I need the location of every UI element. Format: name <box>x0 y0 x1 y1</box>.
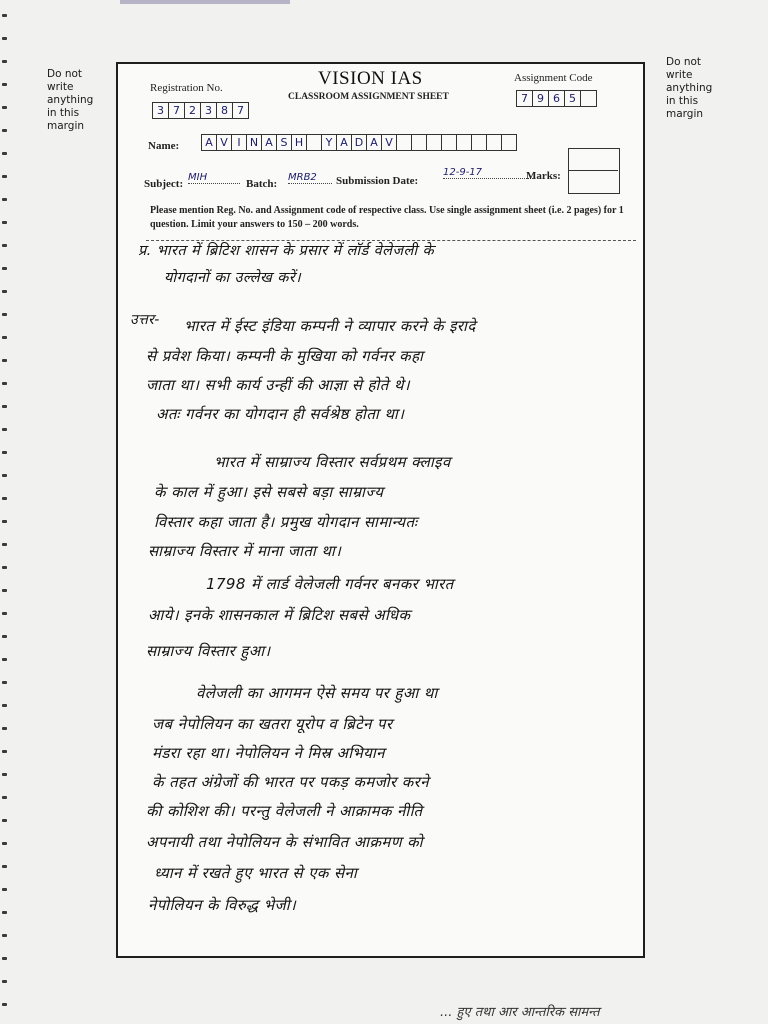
char-box: 7 <box>168 102 185 119</box>
char-box: S <box>276 134 292 151</box>
next-page-fragment: ... हुए तथा आर आन्तरिक सामन्त <box>440 1005 600 1020</box>
marks-box <box>568 148 620 194</box>
char-box: A <box>336 134 352 151</box>
batch-value: MRB2 <box>288 172 332 184</box>
answer-line: विस्तार कहा जाता है। प्रमुख योगदान सामान्यतः <box>154 513 418 531</box>
registration-boxes <box>152 102 248 119</box>
answer-line: साम्राज्य विस्तार हुआ। <box>146 642 271 660</box>
char-box: V <box>381 134 397 151</box>
answer-line: जब नेपोलियन का खतरा यूरोप व ब्रिटेन पर <box>152 715 393 733</box>
assignment-code-label: Assignment Code <box>514 72 593 84</box>
submission-date-label: Submission Date: <box>336 175 419 187</box>
char-box <box>426 134 442 151</box>
name-boxes <box>201 134 516 151</box>
char-box: 6 <box>548 90 565 107</box>
marks-label: Marks: <box>526 170 561 182</box>
margin-warning-left: Do not write anything in this margin <box>47 68 94 132</box>
top-edge-strip <box>120 0 290 4</box>
char-box: 8 <box>216 102 233 119</box>
char-box: H <box>291 134 307 151</box>
question-line: प्र. भारत में ब्रिटिश शासन के प्रसार में लॉर्ड वेलेजली के <box>138 243 435 259</box>
char-box: Y <box>321 134 337 151</box>
char-box <box>441 134 457 151</box>
answer-line: के काल में हुआ। इसे सबसे बड़ा साम्राज्य <box>154 483 384 501</box>
char-box: 9 <box>532 90 549 107</box>
char-box: I <box>231 134 247 151</box>
registration-label: Registration No. <box>150 82 223 94</box>
char-box <box>580 90 597 107</box>
assignment-sheet <box>116 62 645 958</box>
page-subtitle: CLASSROOM ASSIGNMENT SHEET <box>288 92 449 102</box>
answer-line: की कोशिश की। परन्तु वेलेजली ने आक्रामक नीति <box>146 802 423 820</box>
subject-value: MIH <box>188 172 240 184</box>
answer-line: वेलेजली का आगमन ऐसे समय पर हुआ था <box>196 684 438 702</box>
question-line: योगदानों का उल्लेख करें। <box>164 270 302 286</box>
answer-line: अतः गर्वनर का योगदान ही सर्वश्रेष्ठ होता था। <box>156 405 405 423</box>
margin-warning-right: Do not write anything in this margin <box>666 56 713 120</box>
instructions-text: Please mention Reg. No. and Assignment code of respective class. Use single assignment sheet (i.e. 2 pages) for 1 question. Limit your answers to 150 – 200 words. <box>150 205 624 230</box>
answer-marker: उत्तर- <box>130 312 160 328</box>
char-box: A <box>261 134 277 151</box>
char-box: 3 <box>152 102 169 119</box>
char-box: 3 <box>200 102 217 119</box>
answer-line: साम्राज्य विस्तार में माना जाता था। <box>148 542 342 560</box>
char-box: V <box>216 134 232 151</box>
answer-line: 1798 में लार्ड वेलेजली गर्वनर बनकर भारत <box>206 575 454 593</box>
char-box: N <box>246 134 262 151</box>
char-box: 5 <box>564 90 581 107</box>
char-box <box>396 134 412 151</box>
answer-line: के तहत अंग्रेजों की भारत पर पकड़ कमजोर करने <box>152 773 429 791</box>
answer-line: नेपोलियन के विरुद्ध भेजी। <box>148 896 297 914</box>
submission-date-value: 12-9-17 <box>443 167 535 179</box>
answer-line: मंडरा रहा था। नेपोलियन ने मिस्र अभियान <box>152 744 385 762</box>
assignment-code-boxes <box>516 90 596 107</box>
char-box <box>486 134 502 151</box>
char-box: 7 <box>232 102 249 119</box>
char-box <box>471 134 487 151</box>
char-box <box>456 134 472 151</box>
answer-line: ध्यान में रखते हुए भारत से एक सेना <box>154 864 358 882</box>
answer-line: आये। इनके शासनकाल में ब्रिटिश सबसे अधिक <box>148 606 411 624</box>
answer-line: भारत में ईस्ट इंडिया कम्पनी ने व्यापार करने के इरादे <box>184 317 476 335</box>
char-box <box>306 134 322 151</box>
char-box: D <box>351 134 367 151</box>
answer-line: जाता था। सभी कार्य उन्हीं की आज्ञा से होते थे। <box>146 376 410 394</box>
spiral-binding <box>0 0 10 1024</box>
subject-label: Subject: <box>144 178 184 190</box>
char-box: A <box>201 134 217 151</box>
batch-label: Batch: <box>246 178 278 190</box>
char-box: 7 <box>516 90 533 107</box>
char-box: A <box>366 134 382 151</box>
char-box <box>501 134 517 151</box>
char-box: 2 <box>184 102 201 119</box>
marks-box-divider <box>568 170 618 171</box>
name-label: Name: <box>148 140 180 152</box>
page-title: VISION IAS <box>318 68 423 89</box>
char-box <box>411 134 427 151</box>
answer-line: भारत में साम्राज्य विस्तार सर्वप्रथम क्लाइव <box>214 453 451 471</box>
answer-line: अपनायी तथा नेपोलियन के संभावित आक्रमण को <box>146 833 423 851</box>
answer-line: से प्रवेश किया। कम्पनी के मुखिया को गर्वनर कहा <box>146 347 424 365</box>
